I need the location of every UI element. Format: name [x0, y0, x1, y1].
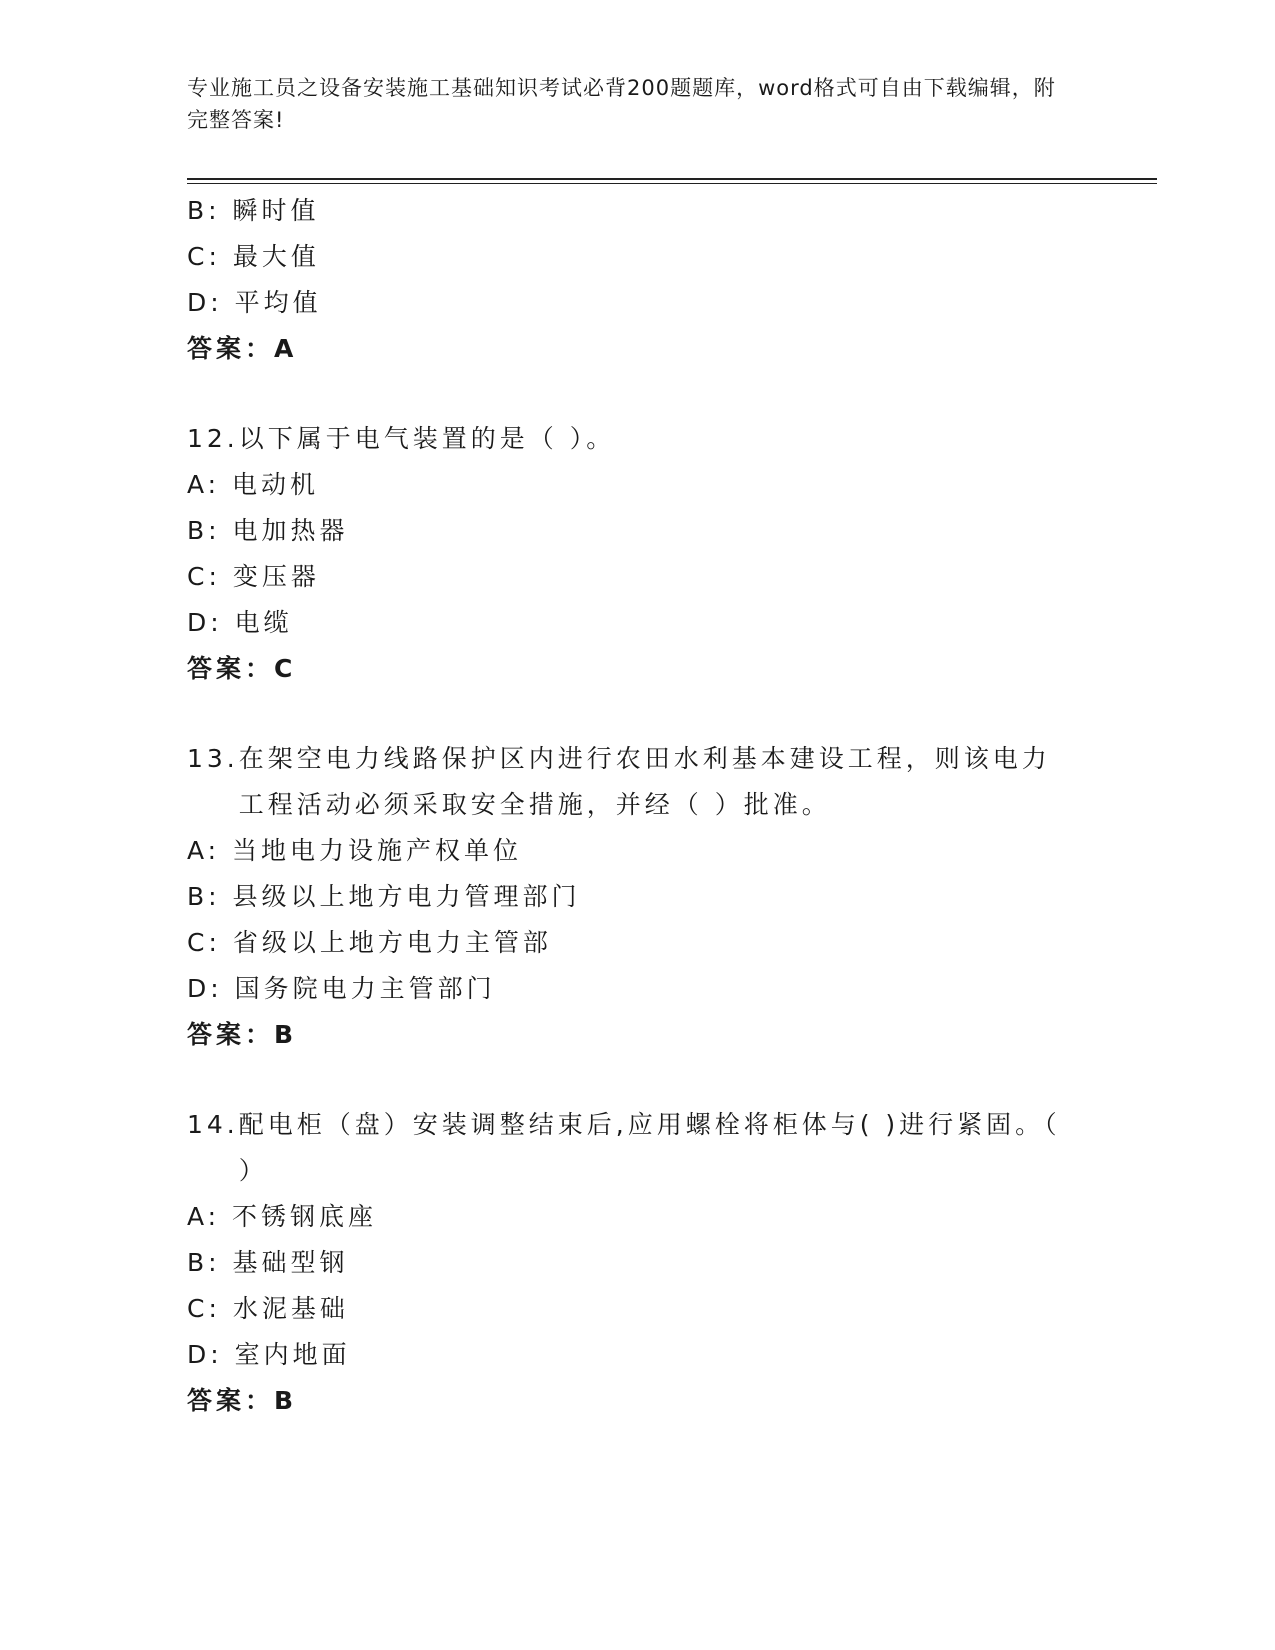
option-c: C: 省级以上地方电力主管部	[187, 928, 552, 957]
question-14	[187, 1102, 1067, 1424]
answer-line: 答案：C	[187, 654, 297, 683]
option-d: D: 室内地面	[187, 1340, 351, 1369]
answer-line: 答案：A	[187, 334, 298, 363]
option-a: A: 不锈钢底座	[187, 1202, 378, 1231]
document-title: 专业施工员之设备安装施工基础知识考试必背200题题库，word格式可自由下载编辑，附完整答案!	[187, 76, 1056, 132]
question-number: 13.	[187, 744, 239, 773]
header-divider-thin	[187, 183, 1157, 184]
option-b: B: 电加热器	[187, 516, 349, 545]
option-d: D: 平均值	[187, 288, 322, 317]
option-b: B: 瞬时值	[187, 196, 320, 225]
question-text: 配电柜（盘）安装调整结束后,应用螺栓将柜体与( )进行紧固。（ ）	[238, 1110, 1061, 1185]
option-a: A: 电动机	[187, 470, 320, 499]
question-number: 12.	[187, 424, 239, 453]
header-divider-thick	[187, 178, 1157, 180]
answer-line: 答案：B	[187, 1020, 298, 1049]
document-header	[187, 72, 1077, 136]
question-text: 以下属于电气装置的是（ ）。	[238, 424, 616, 453]
option-c: C: 最大值	[187, 242, 320, 271]
question-13	[187, 736, 1067, 1058]
option-d: D: 国务院电力主管部门	[187, 974, 496, 1003]
option-b: B: 基础型钢	[187, 1248, 349, 1277]
question-11-remainder	[187, 188, 1067, 372]
question-list	[187, 188, 1067, 1424]
question-stem	[187, 1102, 1067, 1194]
option-a: A: 当地电力设施产权单位	[187, 836, 523, 865]
option-d: D: 电缆	[187, 608, 293, 637]
option-c: C: 水泥基础	[187, 1294, 349, 1323]
option-c: C: 变压器	[187, 562, 320, 591]
question-stem	[187, 416, 1067, 462]
answer-line: 答案：B	[187, 1386, 298, 1415]
question-text: 在架空电力线路保护区内进行农田水利基本建设工程，则该电力工程活动必须采取安全措施，并经（ ）批准。	[238, 744, 1051, 819]
option-b: B: 县级以上地方电力管理部门	[187, 882, 581, 911]
question-12	[187, 416, 1067, 692]
question-stem	[187, 736, 1067, 828]
question-number: 14.	[187, 1110, 239, 1139]
